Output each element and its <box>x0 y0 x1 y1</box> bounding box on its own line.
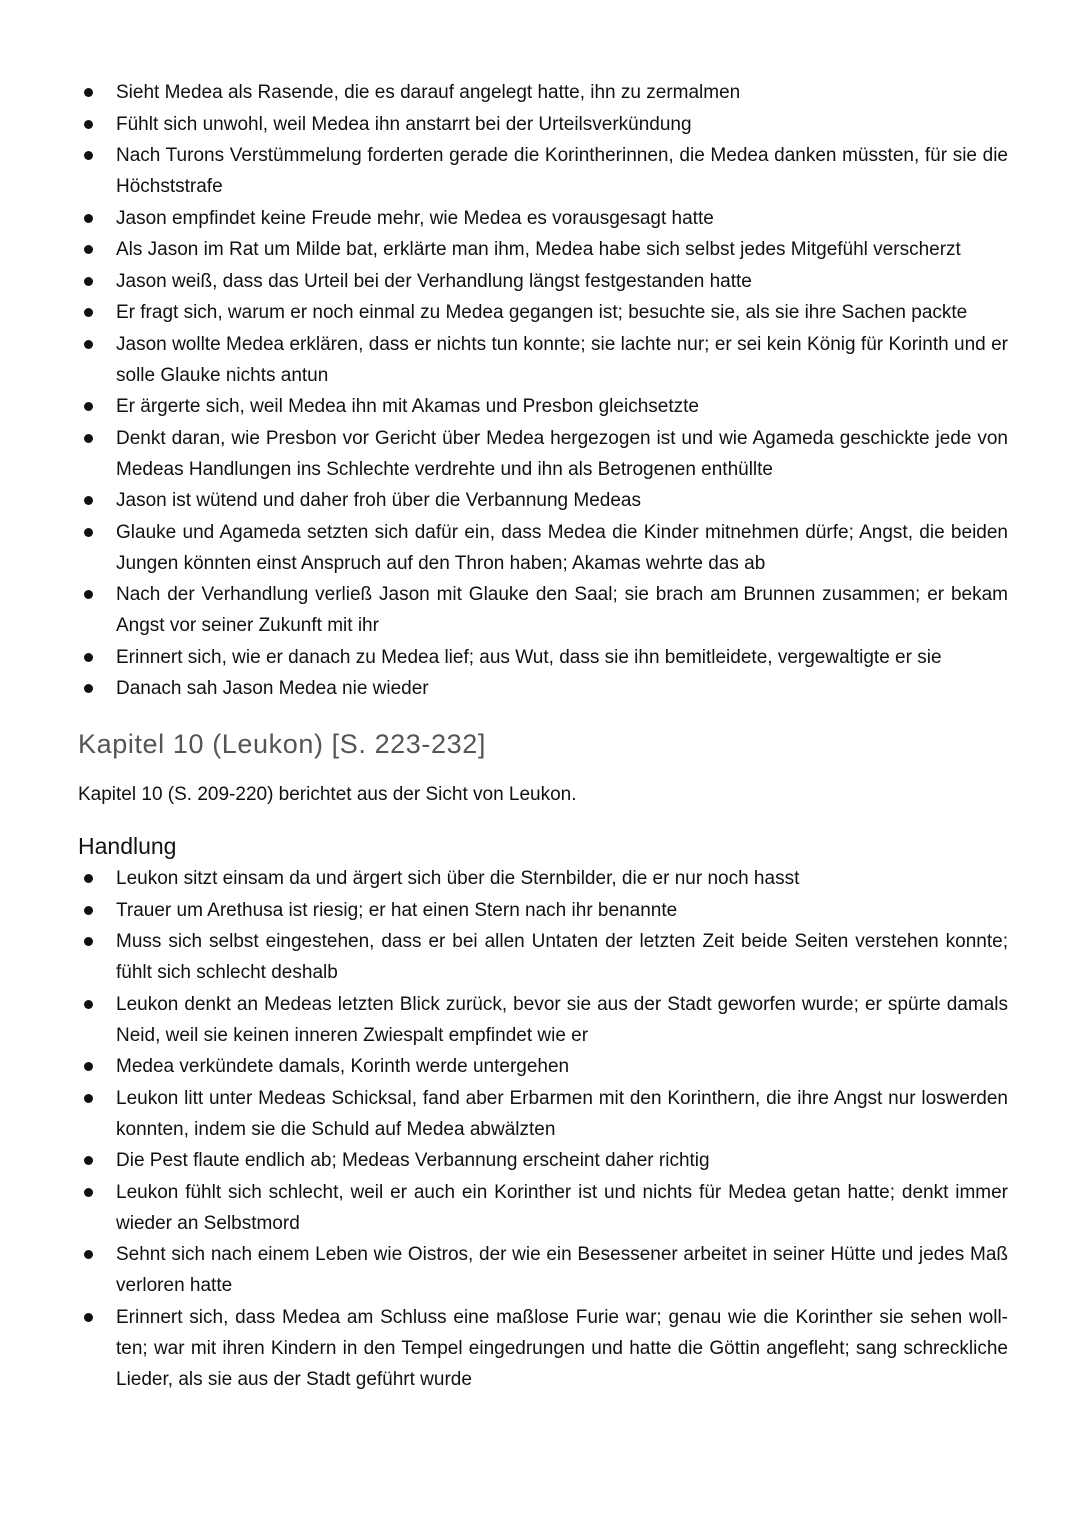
list-item-text: Nach Turons Verstümmelung forderten gerade die Korintherinnen, die Medea danken müssten, für sie die Höchststrafe <box>116 145 1008 197</box>
list-item-text: Trauer um Arethusa ist riesig; er hat einen Stern nach ihr benannte <box>116 899 678 921</box>
bullet-icon <box>84 434 93 443</box>
list-item <box>78 1083 1008 1145</box>
list-item-text: Sieht Medea als Rasende, die es darauf angelegt hatte, ihn zu zermalmen <box>116 82 741 103</box>
bullet-icon <box>84 120 93 129</box>
list-item-text: Fühlt sich unwohl, weil Medea ihn anstarrt bei der Urteilsverkündung <box>116 113 692 135</box>
list-item <box>78 485 1008 516</box>
list-item <box>78 895 1008 926</box>
bullet-icon <box>84 151 93 160</box>
list-item <box>78 517 1008 579</box>
bullet-icon <box>84 1156 93 1165</box>
bullet-icon <box>84 214 93 223</box>
list-item <box>78 391 1008 422</box>
list-item <box>78 329 1008 391</box>
list-item-text: Medea verkündete damals, Korinth werde untergehen <box>116 1056 570 1077</box>
list-item <box>78 203 1008 234</box>
list-item <box>78 234 1008 265</box>
list-item-text: Erinnert sich, dass Medea am Schluss eine maßlose Furie war; genau wie die Korinther sie sehen wollten; war mit ihren Kindern in den Tempel eingedrungen und hatte die Göttin angefleht; sang schreckliche Lieder, als sie aus der Stadt geführt wurde <box>116 1306 1008 1390</box>
list-item <box>78 1302 1008 1395</box>
bullet-icon <box>84 528 93 537</box>
list-item <box>78 989 1008 1051</box>
list-item <box>78 109 1008 140</box>
list-item-text: Jason weiß, dass das Urteil bei der Verhandlung längst festgestanden hatte <box>116 270 752 292</box>
list-item <box>78 926 1008 988</box>
list-item-text: Er fragt sich, warum er noch einmal zu Medea gegangen ist; besuchte sie, als sie ihre Sachen packte <box>116 302 968 323</box>
list-item-text: Denkt daran, wie Presbon vor Gericht über Medea hergezogen ist und wie Agameda geschickte jede von Medeas Handlungen ins Schlechte verdrehte und ihn als Betrogenen enthüllte <box>116 427 1008 480</box>
bullet-icon <box>84 1062 93 1071</box>
list-item-text: Muss sich selbst eingestehen, dass er bei allen Untaten der letzten Zeit beide Seiten verstehen konnte; fühlt sich schlecht deshalb <box>116 931 1008 983</box>
list-item <box>78 423 1008 485</box>
list-item-text: Jason ist wütend und daher froh über die Verbannung Medeas <box>116 490 641 511</box>
bullet-icon <box>84 590 93 599</box>
bullet-list-leukon <box>78 863 1008 1395</box>
bullet-list-jason <box>78 77 1008 705</box>
list-item-text: Leukon fühlt sich schlecht, weil er auch ein Korinther ist und nichts für Medea getan hatte; denkt immer wieder an Selbstmord <box>116 1181 1008 1234</box>
bullet-icon <box>84 308 93 317</box>
list-item <box>78 140 1008 202</box>
list-item-text: Nach der Verhandlung verließ Jason mit Glauke den Saal; sie brach am Brunnen zusammen; er bekam Angst vor seiner Zukunft mit ihr <box>116 584 1008 636</box>
bullet-icon <box>84 1000 93 1009</box>
bullet-icon <box>84 1188 93 1197</box>
list-item <box>78 1145 1008 1176</box>
bullet-icon <box>84 653 93 662</box>
bullet-icon <box>84 88 93 97</box>
bullet-icon <box>84 1094 93 1103</box>
list-item <box>78 1239 1008 1301</box>
chapter-intro: Kapitel 10 (S. 209-220) berichtet aus der Sicht von Leukon. <box>78 784 577 805</box>
list-item <box>78 266 1008 297</box>
chapter-heading: Kapitel 10 (Leukon) [S. 223-232] <box>78 729 486 759</box>
bullet-icon <box>84 277 93 286</box>
list-item <box>78 579 1008 641</box>
list-item <box>78 642 1008 673</box>
list-item-text: Jason wollte Medea erklären, dass er nichts tun konnte; sie lachte nur; er sei kein König für Korinth und er solle Glauke nichts antun <box>116 333 1008 386</box>
bullet-icon <box>84 937 93 946</box>
section-heading-handlung: Handlung <box>78 833 177 859</box>
list-item <box>78 1051 1008 1082</box>
list-item <box>78 863 1008 894</box>
list-item-text: Jason empfindet keine Freude mehr, wie Medea es vorausgesagt hatte <box>116 207 714 229</box>
bullet-icon <box>84 1250 93 1259</box>
bullet-icon <box>84 496 93 505</box>
list-item <box>78 673 1008 704</box>
list-item-text: Leukon denkt an Medeas letzten Blick zurück, bevor sie aus der Stadt geworfen wurde; er spürte damals Neid, weil sie keinen inneren Zwiespalt empfindet wie er <box>116 993 1008 1046</box>
bullet-icon <box>84 245 93 254</box>
list-item-text: Die Pest flaute endlich ab; Medeas Verbannung erscheint daher richtig <box>116 1150 710 1171</box>
list-item-text: Danach sah Jason Medea nie wieder <box>116 678 429 699</box>
bullet-icon <box>84 874 93 883</box>
list-item <box>78 1177 1008 1239</box>
bullet-icon <box>84 402 93 411</box>
list-item-text: Er ärgerte sich, weil Medea ihn mit Akamas und Presbon gleichsetzte <box>116 396 699 417</box>
list-item <box>78 77 1008 108</box>
list-item-text: Leukon litt unter Medeas Schicksal, fand aber Erbarmen mit den Korinthern, die ihre Angst nur loswerden konnten, indem sie die Schuld auf Medea abwälzten <box>116 1087 1008 1140</box>
list-item-text: Glauke und Agameda setzten sich dafür ein, dass Medea die Kinder mitnehmen dürfe; Angst, die beiden Jungen könnten einst Anspruch auf den Thron haben; Akamas wehrte das ab <box>116 521 1008 574</box>
list-item-text: Als Jason im Rat um Milde bat, erklärte man ihm, Medea habe sich selbst jedes Mitgefühl verscherzt <box>116 239 961 260</box>
bullet-icon <box>84 340 93 349</box>
list-item <box>78 297 1008 328</box>
bullet-icon <box>84 684 93 693</box>
bullet-icon <box>84 1313 93 1322</box>
list-item-text: Sehnt sich nach einem Leben wie Oistros, der wie ein Besessener arbeitet in seiner Hütte und jedes Maß verloren hatte <box>116 1244 1008 1296</box>
list-item-text: Erinnert sich, wie er danach zu Medea lief; aus Wut, dass sie ihn bemitleidete, vergewaltigte er sie <box>116 646 942 668</box>
list-item-text: Leukon sitzt einsam da und ärgert sich über die Sternbilder, die er nur noch hasst <box>116 868 800 889</box>
bullet-icon <box>84 906 93 915</box>
